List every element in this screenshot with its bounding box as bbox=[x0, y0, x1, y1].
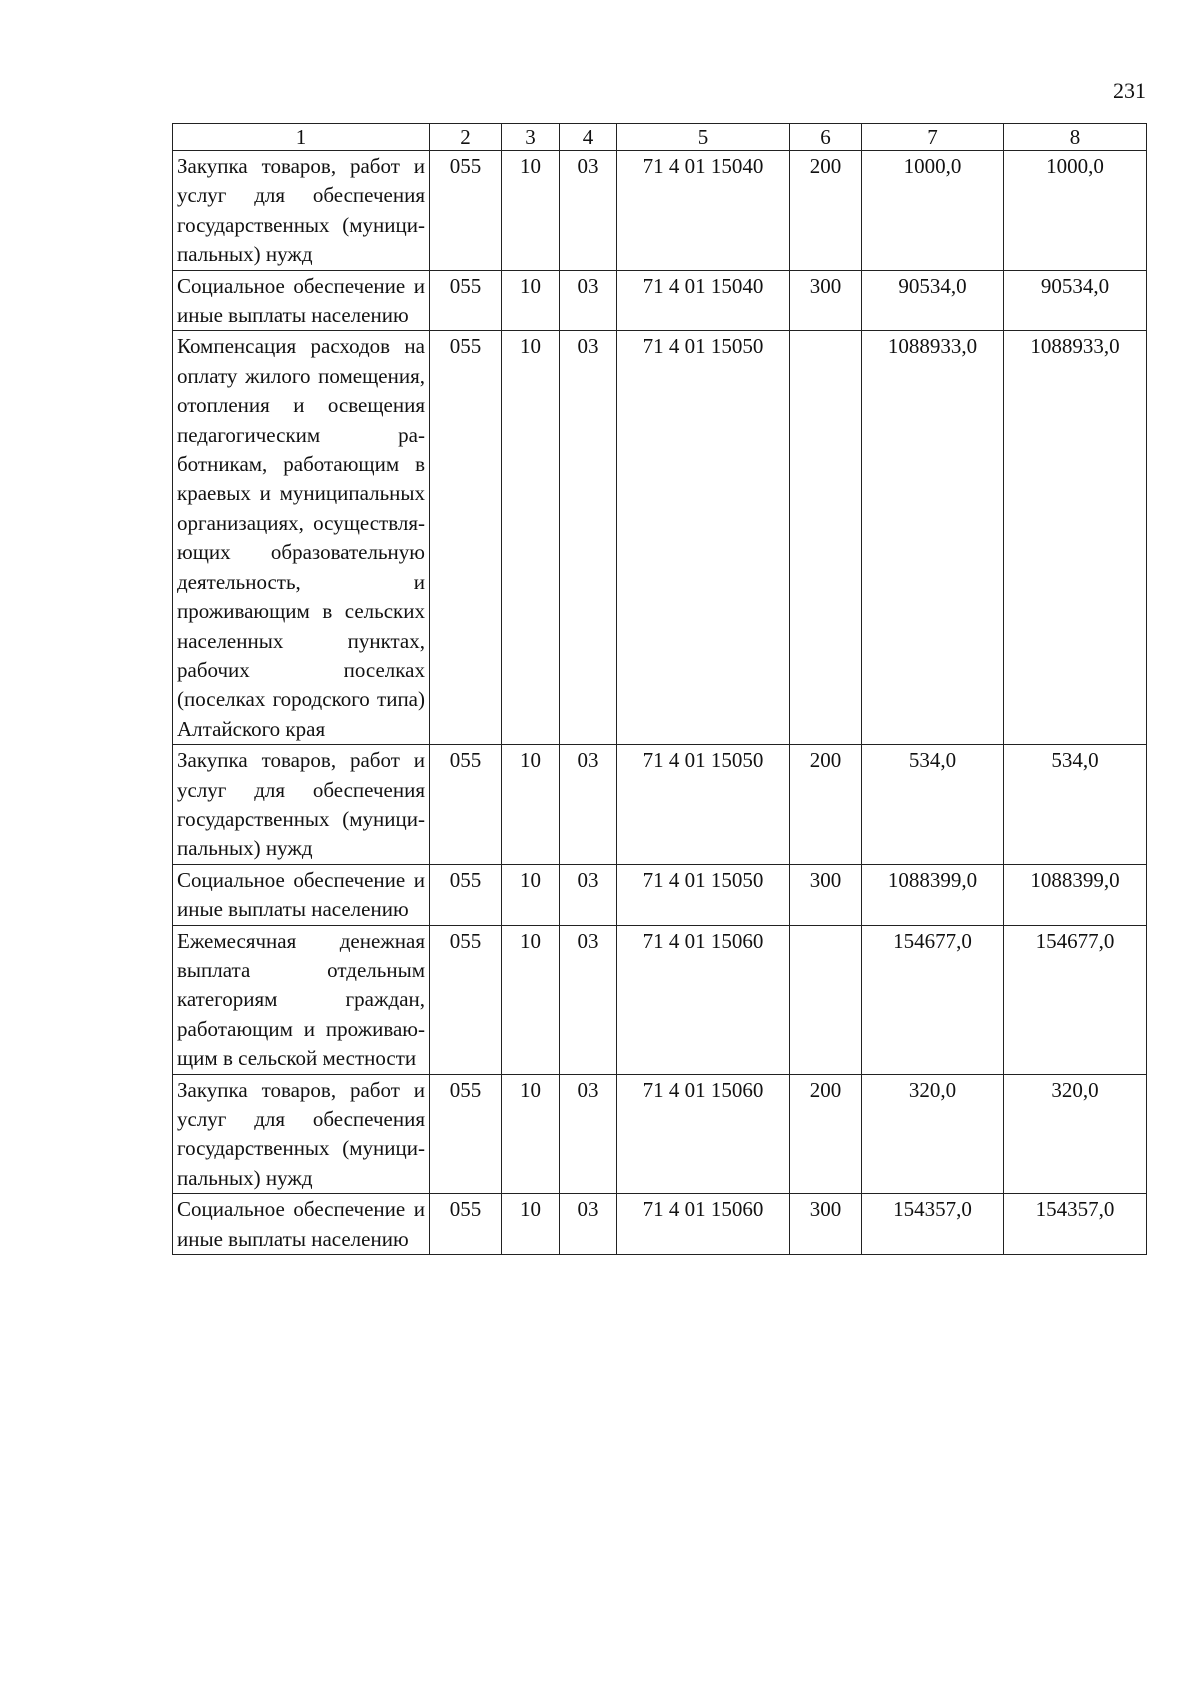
amount-cell-8: 1088933,0 bbox=[1004, 331, 1147, 745]
column-header: 5 bbox=[617, 124, 790, 151]
column-header: 6 bbox=[790, 124, 862, 151]
section-cell: 10 bbox=[502, 745, 560, 865]
table-row bbox=[173, 331, 1147, 745]
ministry-code-cell: 055 bbox=[430, 1074, 502, 1194]
ministry-code-cell: 055 bbox=[430, 864, 502, 925]
table-row bbox=[173, 1194, 1147, 1255]
expense-type-cell bbox=[790, 331, 862, 745]
subsection-cell: 03 bbox=[560, 745, 617, 865]
expense-type-cell: 200 bbox=[790, 745, 862, 865]
amount-cell-8: 154677,0 bbox=[1004, 925, 1147, 1074]
target-article-cell: 71 4 01 15060 bbox=[617, 1074, 790, 1194]
target-article-cell: 71 4 01 15060 bbox=[617, 925, 790, 1074]
row-name-cell: Социальное обеспечение и иные выплаты населению bbox=[173, 864, 430, 925]
expense-type-cell: 300 bbox=[790, 1194, 862, 1255]
ministry-code-cell: 055 bbox=[430, 331, 502, 745]
amount-cell-8: 320,0 bbox=[1004, 1074, 1147, 1194]
target-article-cell: 71 4 01 15060 bbox=[617, 1194, 790, 1255]
subsection-cell: 03 bbox=[560, 151, 617, 271]
subsection-cell: 03 bbox=[560, 1074, 617, 1194]
section-cell: 10 bbox=[502, 331, 560, 745]
amount-cell-7: 1088399,0 bbox=[862, 864, 1004, 925]
table-row bbox=[173, 151, 1147, 271]
column-header: 4 bbox=[560, 124, 617, 151]
table-row bbox=[173, 1074, 1147, 1194]
expense-type-cell: 300 bbox=[790, 864, 862, 925]
column-header: 3 bbox=[502, 124, 560, 151]
column-header: 2 bbox=[430, 124, 502, 151]
budget-table bbox=[172, 123, 1147, 1255]
section-cell: 10 bbox=[502, 1194, 560, 1255]
table-row bbox=[173, 864, 1147, 925]
row-name-cell: Социальное обеспечение и иные выплаты населению bbox=[173, 270, 430, 331]
expense-type-cell: 200 bbox=[790, 1074, 862, 1194]
row-name-cell: Закупка товаров, работ и услуг для обеспечения государственных (муниципальных) нужд bbox=[173, 151, 430, 271]
amount-cell-7: 154357,0 bbox=[862, 1194, 1004, 1255]
row-name-cell: Закупка товаров, работ и услуг для обеспечения государственных (муниципальных) нужд bbox=[173, 745, 430, 865]
subsection-cell: 03 bbox=[560, 270, 617, 331]
subsection-cell: 03 bbox=[560, 925, 617, 1074]
table-row bbox=[173, 925, 1147, 1074]
subsection-cell: 03 bbox=[560, 1194, 617, 1255]
target-article-cell: 71 4 01 15050 bbox=[617, 745, 790, 865]
amount-cell-8: 534,0 bbox=[1004, 745, 1147, 865]
header-row bbox=[173, 124, 1147, 151]
target-article-cell: 71 4 01 15040 bbox=[617, 151, 790, 271]
row-name-cell: Компенсация расходов на оплату жилого помещения, отопления и освещения педагогическим работникам, работающим в краевых и муниципальных организациях, осуществляющих образовательную деятельность, и проживающим в сельских населенных пунктах, рабочих поселках (поселках городского типа) Алтайского края bbox=[173, 331, 430, 745]
amount-cell-7: 1088933,0 bbox=[862, 331, 1004, 745]
row-name-cell: Ежемесячная денежная выплата отдельным категориям граждан, работающим и проживающим в сельской местности bbox=[173, 925, 430, 1074]
amount-cell-7: 320,0 bbox=[862, 1074, 1004, 1194]
target-article-cell: 71 4 01 15040 bbox=[617, 270, 790, 331]
column-header: 7 bbox=[862, 124, 1004, 151]
row-name-cell: Социальное обеспечение и иные выплаты населению bbox=[173, 1194, 430, 1255]
section-cell: 10 bbox=[502, 151, 560, 271]
expense-type-cell: 300 bbox=[790, 270, 862, 331]
ministry-code-cell: 055 bbox=[430, 925, 502, 1074]
target-article-cell: 71 4 01 15050 bbox=[617, 864, 790, 925]
row-name-cell: Закупка товаров, работ и услуг для обеспечения государственных (муниципальных) нужд bbox=[173, 1074, 430, 1194]
column-header: 1 bbox=[173, 124, 430, 151]
amount-cell-8: 154357,0 bbox=[1004, 1194, 1147, 1255]
amount-cell-8: 90534,0 bbox=[1004, 270, 1147, 331]
ministry-code-cell: 055 bbox=[430, 1194, 502, 1255]
amount-cell-8: 1088399,0 bbox=[1004, 864, 1147, 925]
ministry-code-cell: 055 bbox=[430, 270, 502, 331]
subsection-cell: 03 bbox=[560, 331, 617, 745]
expense-type-cell: 200 bbox=[790, 151, 862, 271]
target-article-cell: 71 4 01 15050 bbox=[617, 331, 790, 745]
section-cell: 10 bbox=[502, 864, 560, 925]
table-row bbox=[173, 270, 1147, 331]
column-header: 8 bbox=[1004, 124, 1147, 151]
amount-cell-7: 534,0 bbox=[862, 745, 1004, 865]
section-cell: 10 bbox=[502, 1074, 560, 1194]
table-row bbox=[173, 745, 1147, 865]
amount-cell-7: 1000,0 bbox=[862, 151, 1004, 271]
amount-cell-7: 90534,0 bbox=[862, 270, 1004, 331]
ministry-code-cell: 055 bbox=[430, 745, 502, 865]
page-number: 231 bbox=[1113, 78, 1146, 103]
subsection-cell: 03 bbox=[560, 864, 617, 925]
section-cell: 10 bbox=[502, 925, 560, 1074]
expense-type-cell bbox=[790, 925, 862, 1074]
amount-cell-8: 1000,0 bbox=[1004, 151, 1147, 271]
amount-cell-7: 154677,0 bbox=[862, 925, 1004, 1074]
section-cell: 10 bbox=[502, 270, 560, 331]
ministry-code-cell: 055 bbox=[430, 151, 502, 271]
